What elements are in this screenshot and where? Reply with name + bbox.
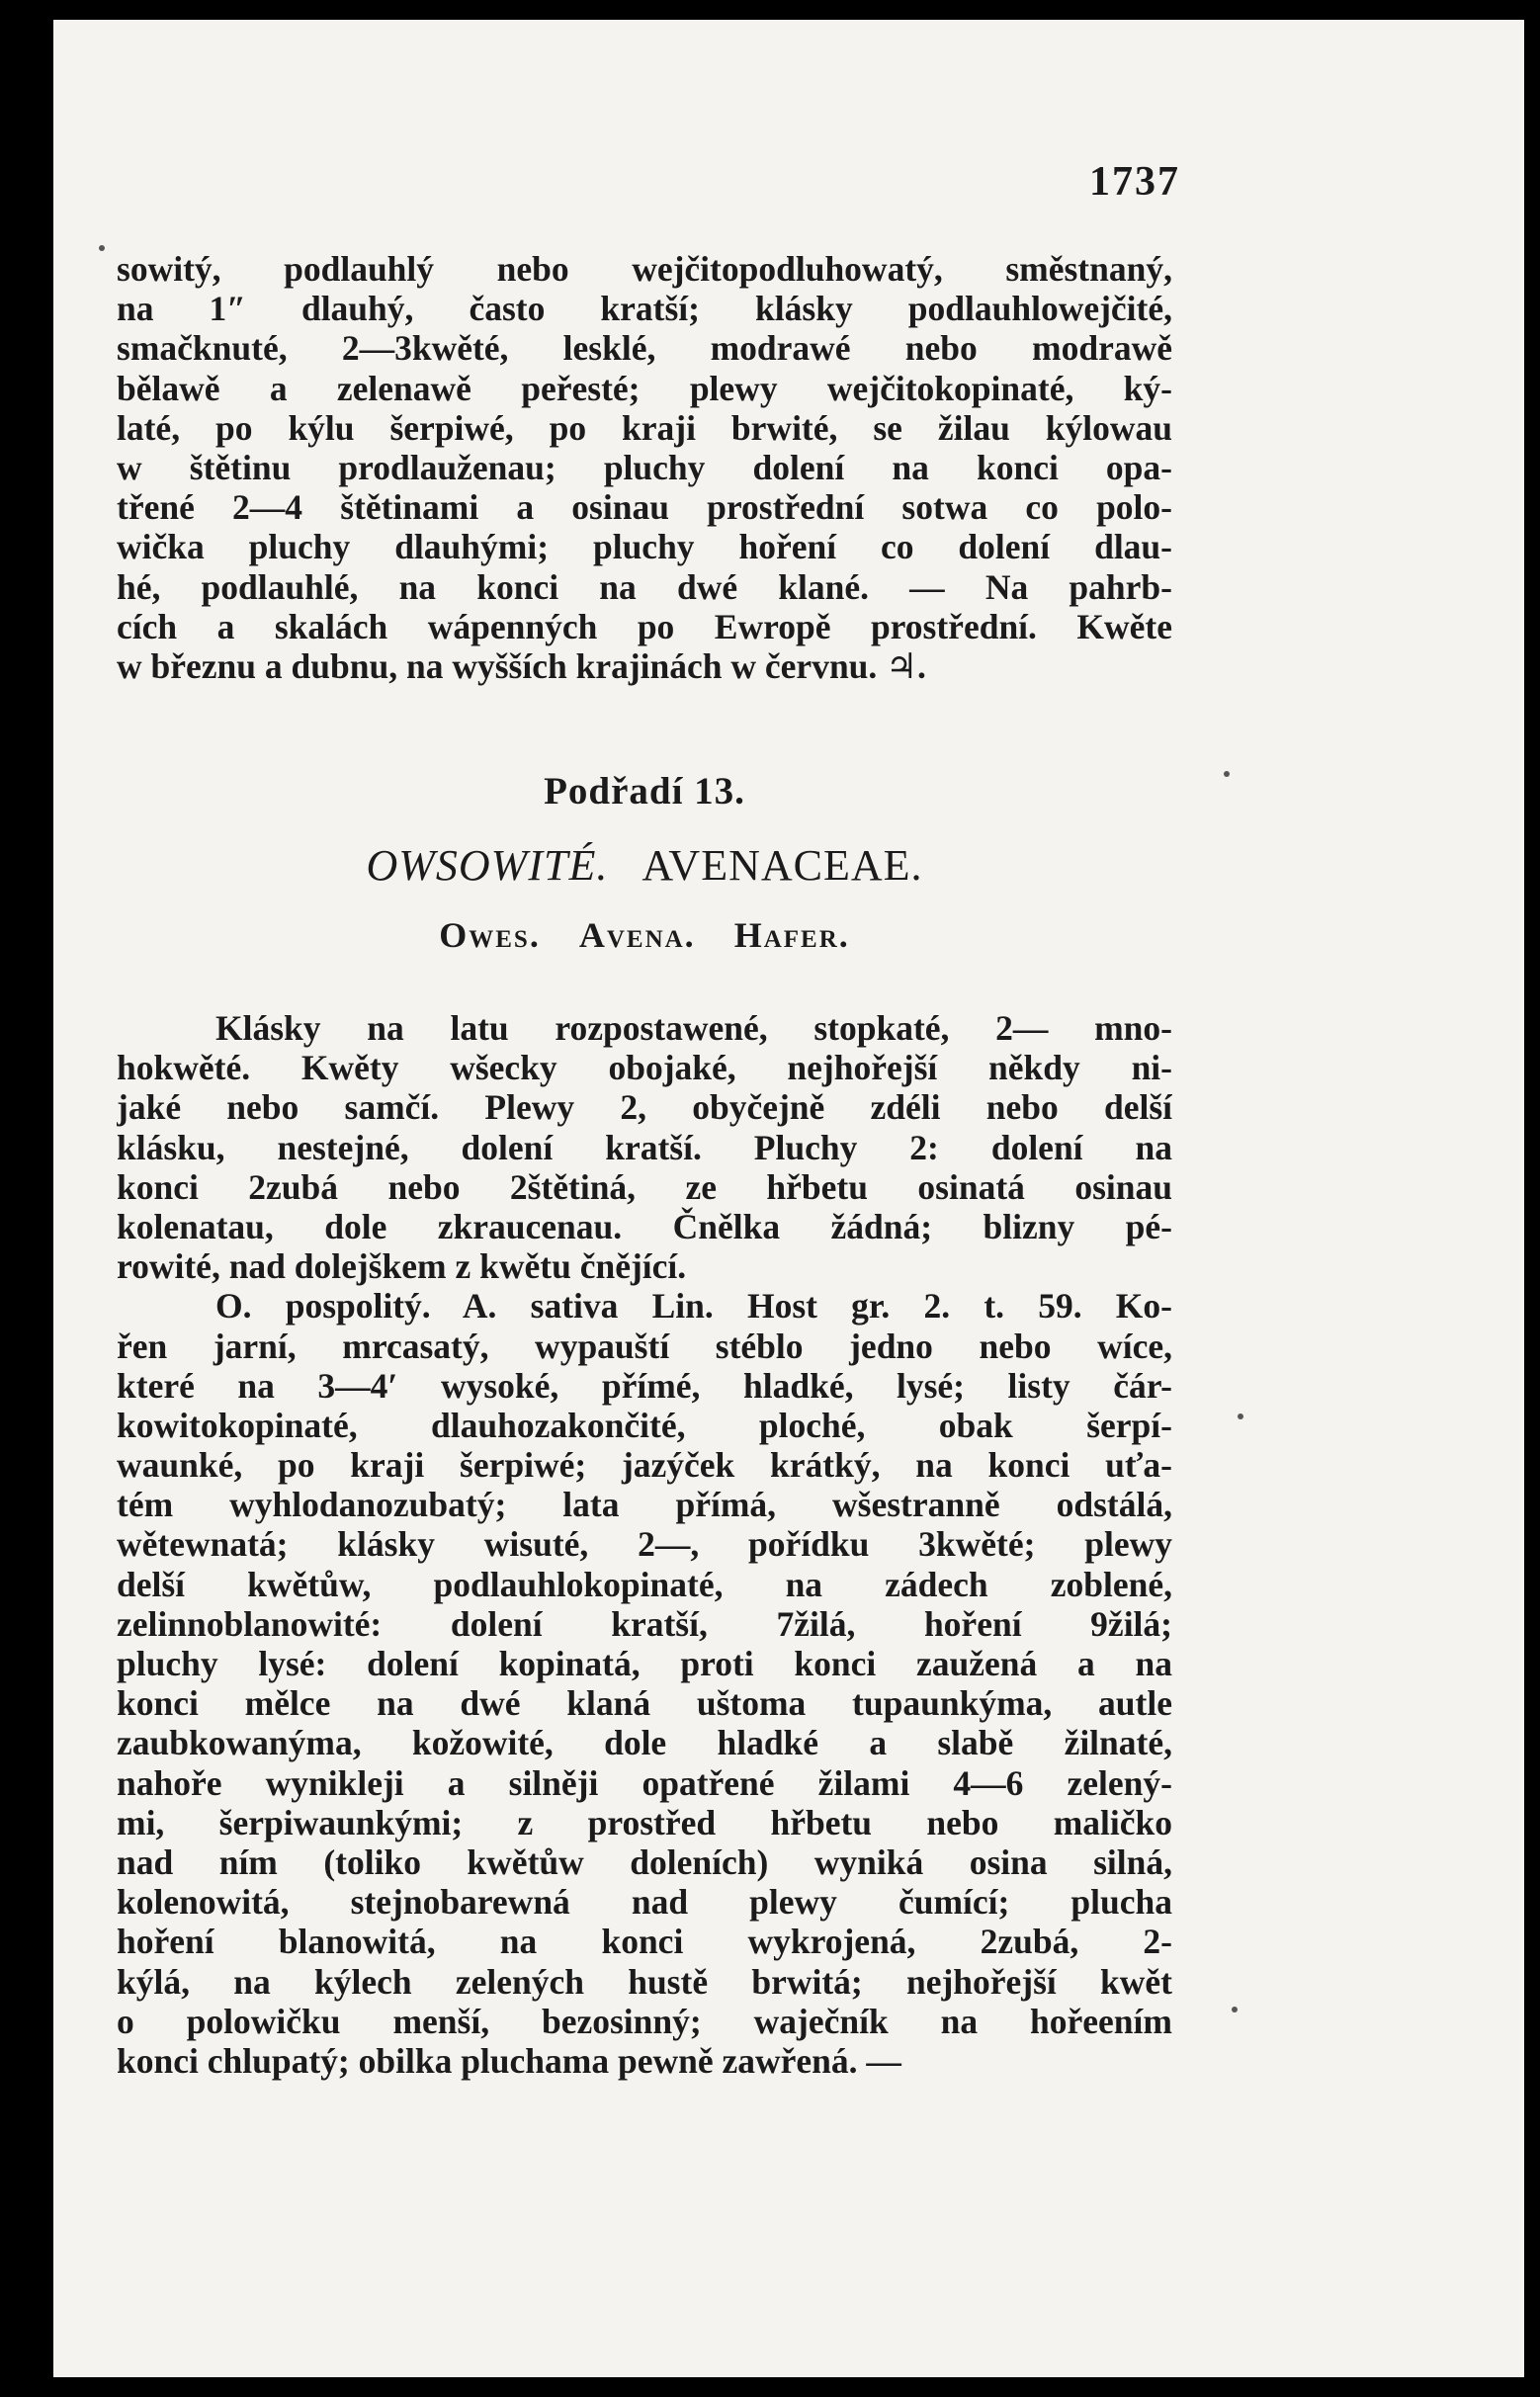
text-line: Klásky na latu rozpostawené, stopkaté, 2— mno-	[215, 1008, 1172, 1048]
text-line: wětewnatá; klásky wisuté, 2—, pořídku 3kwěté; plewy	[117, 1524, 1172, 1565]
subfamily-heading: Podřadí 13.	[544, 770, 745, 813]
speck	[1232, 2007, 1238, 2012]
text-line: kolenatau, dole zkraucenau. Čnělka žádná; blizny pé-	[117, 1206, 1172, 1246]
book-page	[53, 20, 1524, 2377]
speck	[99, 245, 105, 251]
text-line: konci mělce na dwé klaná uštoma tupaunkýma, autle	[117, 1683, 1172, 1724]
text-line: tém wyhlodanozubatý; lata přímá, wšestranně odstálá,	[117, 1485, 1172, 1525]
genus-latin-name: Avena.	[578, 915, 696, 955]
text-line: na 1″ dlauhý, často kratší; klásky podlauhlowejčité,	[117, 289, 1172, 329]
text-line: řen jarní, mrcasatý, wypauští stéblo jedno nebo wíce,	[117, 1326, 1172, 1366]
text-line: kowitokopinaté, dlauhozakončité, ploché, obak šerpí-	[117, 1405, 1172, 1445]
family-latin-name: AVENACEAE.	[642, 841, 923, 890]
text-line: hoření blanowitá, na konci wykrojená, 2zubá, 2-	[117, 1922, 1172, 1962]
text-line: kýlá, na kýlech zelených hustě brwitá; nejhořejší kwět	[117, 1961, 1172, 2002]
text-line: delší kwětůw, podlauhlokopinaté, na zádech zoblené,	[117, 1564, 1172, 1604]
text-line: klásku, nestejné, dolení kratší. Pluchy 2: dolení na	[117, 1127, 1172, 1167]
genus-german-name: Hafer.	[733, 915, 850, 955]
text-line: bělawě a zelenawě peřesté; plewy wejčitokopinaté, ký-	[117, 368, 1172, 408]
text-line: třené 2—4 štětinami a osinau prostřední sotwa co polo-	[117, 487, 1172, 528]
paragraph-species-description	[117, 249, 1172, 686]
text-line: konci 2zubá nebo 2štětiná, ze hřbetu osinatá osinau	[117, 1166, 1172, 1207]
text-line: zelinnoblanowité: dolení kratší, 7žilá, hoření 9žilá;	[117, 1603, 1172, 1644]
text-line: O. pospolitý. A. sativa Lin. Host gr. 2. t. 59. Ko-	[215, 1286, 1172, 1327]
text-line: nahoře wynikleji a silněji opatřené žilami 4—6 zelený-	[117, 1762, 1172, 1803]
text-line: smačknuté, 2—3kwěté, lesklé, modrawé nebo modrawě	[117, 328, 1172, 369]
family-heading	[117, 840, 1172, 891]
page-number: 1737	[1089, 159, 1180, 205]
text-line: cích a skalách wápenných po Ewropě prostřední. Kwěte	[117, 606, 1172, 646]
text-line: nad ním (toliko kwětůw doleních) wyniká osina silná,	[117, 1841, 1172, 1882]
text-line: laté, po kýlu šerpiwé, po kraji brwité, se žilau kýlowau	[117, 407, 1172, 448]
speck	[1224, 771, 1230, 777]
text-line: sowitý, podlauhlý nebo wejčitopodluhowatý, směstnaný,	[117, 249, 1172, 289]
family-czech-name: OWSOWITÉ.	[366, 841, 609, 890]
text-line: hé, podlauhlé, na konci na dwé klané. — Na pahrb-	[117, 566, 1172, 607]
text-line: w štětinu prodlauženau; pluchy dolení na konci opa-	[117, 447, 1172, 487]
text-line: konci chlupatý; obilka pluchama pewně zawřená. —	[117, 2040, 901, 2081]
speck	[1238, 1413, 1243, 1419]
text-line: o polowičku menší, bezosinný; waječník na hořeením	[117, 2001, 1172, 2041]
text-line: jaké nebo samčí. Plewy 2, obyčejně zdéli nebo delší	[117, 1087, 1172, 1128]
text-line: waunké, po kraji šerpiwé; jazýček krátký, na konci uťa-	[117, 1445, 1172, 1486]
text-line: kolenowitá, stejnobarewná nad plewy čumící; plucha	[117, 1882, 1172, 1923]
text-line: wička pluchy dlauhými; pluchy hoření co dolení dlau-	[117, 527, 1172, 567]
paragraph-genus-description	[117, 1008, 1172, 2081]
text-line: rowité, nad dolejškem z kwětu čnějící.	[117, 1246, 687, 1287]
text-line: w březnu a dubnu, na wyšších krajinách w červnu. ♃.	[117, 645, 926, 686]
genus-czech-name: Owes.	[439, 915, 541, 955]
text-line: pluchy lysé: dolení kopinatá, proti konci zaužená a na	[117, 1644, 1172, 1683]
text-line: zaubkowanýma, kožowité, dole hladké a slabě žilnaté,	[117, 1723, 1172, 1763]
text-line: které na 3—4′ wysoké, přímé, hladké, lysé; listy čár-	[117, 1365, 1172, 1406]
text-line: hokwěté. Kwěty wšecky obojaké, nejhořejší někdy ni-	[117, 1048, 1172, 1088]
genus-heading	[117, 914, 1172, 956]
text-line: mi, šerpiwaunkými; z prostřed hřbetu nebo maličko	[117, 1802, 1172, 1842]
